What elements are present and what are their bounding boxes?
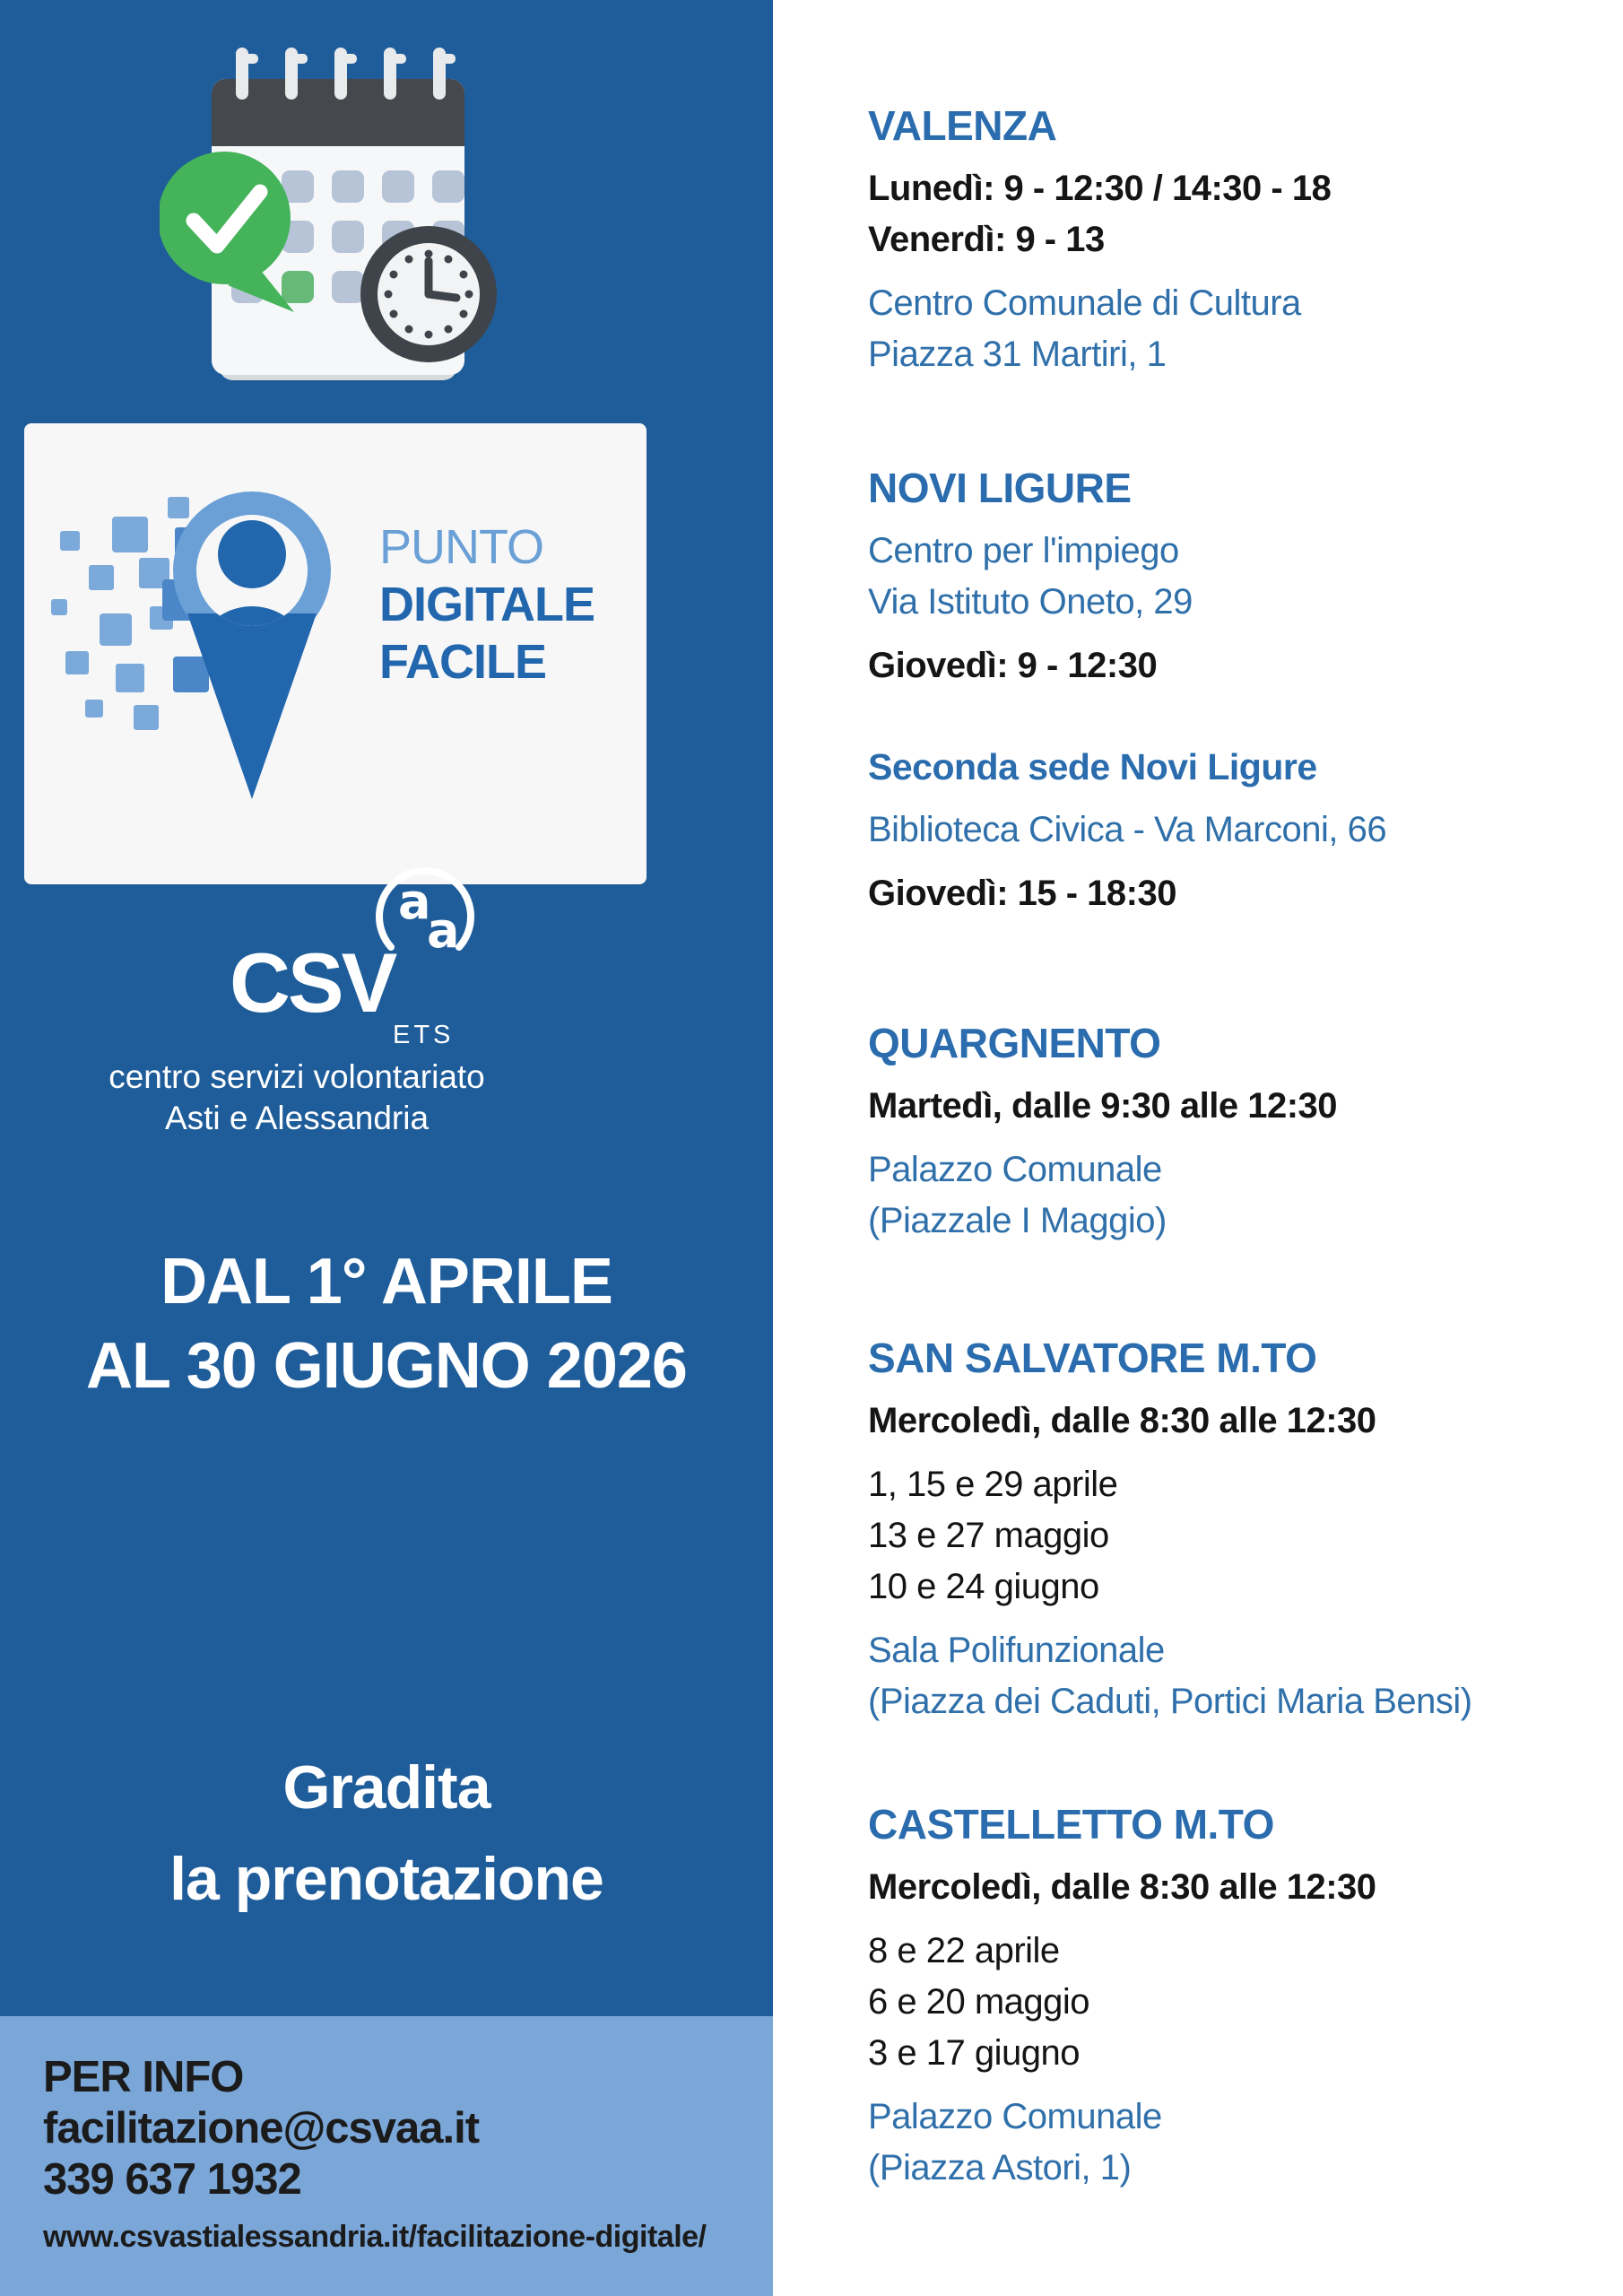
- schedule-line: 10 e 24 giugno: [868, 1567, 1099, 1606]
- schedule-line: (Piazza Astori, 1): [868, 2148, 1132, 2187]
- logo-word-facile: FACILE: [379, 635, 547, 689]
- schedule-line: Mercoledì, dalle 8:30 alle 12:30: [868, 1867, 1376, 1907]
- info-email: facilitazione@csvaa.it: [43, 2104, 480, 2152]
- info-website: www.csvastialessandria.it/facilitazione-digitale/: [43, 2220, 707, 2254]
- schedule-block: [868, 1862, 1596, 1913]
- logo-wordmark: [379, 518, 595, 691]
- schedule-line: Palazzo Comunale: [868, 2097, 1162, 2136]
- schedule-line: Sala Polifunzionale: [868, 1631, 1165, 1670]
- schedule-line: Martedì, dalle 9:30 alle 12:30: [868, 1086, 1338, 1126]
- calendar-check-clock-icon: [160, 32, 511, 387]
- schedule-line: (Piazza dei Caduti, Portici Maria Bensi): [868, 1682, 1472, 1721]
- sidebar: [0, 0, 773, 2296]
- location-section: [868, 1018, 1596, 1247]
- schedule-line: Giovedì: 9 - 12:30: [868, 646, 1158, 685]
- schedule-block: [868, 804, 1596, 856]
- schedule-block: [868, 868, 1596, 919]
- schedule-line: 3 e 17 giugno: [868, 2033, 1080, 2073]
- booking-note-line1: Gradita: [282, 1753, 490, 1822]
- location-heading: Seconda sede Novi Ligure: [868, 746, 1317, 787]
- schedule-block: [868, 2092, 1596, 2194]
- location-heading: QUARGNENTO: [868, 1020, 1161, 1066]
- main-content: [773, 0, 1623, 2296]
- schedule-block: [868, 526, 1596, 628]
- schedule-line: 6 e 20 maggio: [868, 1982, 1090, 2022]
- schedule-line: Giovedì: 15 - 18:30: [868, 874, 1176, 913]
- period-text: [0, 1239, 773, 1408]
- schedule-block: [868, 1459, 1596, 1613]
- info-panel: [43, 2052, 707, 2255]
- csv-subtitle-line1: centro servizi volontariato: [108, 1058, 485, 1095]
- schedule-line: Mercoledì, dalle 8:30 alle 12:30: [868, 1401, 1376, 1440]
- schedule-line: 8 e 22 aprile: [868, 1931, 1060, 1970]
- schedule-block: [868, 278, 1596, 380]
- csv-aa-emblem-icon: [371, 859, 481, 969]
- schedule-line: Via Istituto Oneto, 29: [868, 582, 1193, 622]
- schedule-line: 1, 15 e 29 aprile: [868, 1465, 1118, 1504]
- location-section: [868, 463, 1596, 691]
- booking-note: [0, 1742, 773, 1925]
- csv-ets-label: ETS: [393, 1021, 455, 1049]
- location-section: [868, 1799, 1596, 2194]
- csv-logo: [0, 852, 773, 1148]
- schedule-line: Centro per l'impiego: [868, 531, 1179, 570]
- schedule-block: [868, 1144, 1596, 1247]
- csv-acronym: CSV: [230, 935, 395, 1030]
- schedule-line: (Piazzale I Maggio): [868, 1201, 1167, 1240]
- location-heading: VALENZA: [868, 102, 1057, 149]
- schedule-line: Venerdì: 9 - 13: [868, 220, 1105, 259]
- location-section: [868, 1333, 1596, 1727]
- location-heading: NOVI LIGURE: [868, 465, 1132, 511]
- location-heading: CASTELLETTO M.TO: [868, 1801, 1274, 1848]
- schedule-line: 13 e 27 maggio: [868, 1516, 1109, 1555]
- schedule-line: Biblioteca Civica - Va Marconi, 66: [868, 810, 1387, 849]
- info-title: PER INFO: [43, 2053, 244, 2101]
- schedule-block: [868, 163, 1596, 265]
- schedule-line: Lunedì: 9 - 12:30 / 14:30 - 18: [868, 169, 1332, 208]
- period-line2: AL 30 GIUGNO 2026: [86, 1330, 687, 1402]
- svg-text:a: a: [427, 902, 460, 959]
- location-section: [868, 100, 1596, 380]
- svg-text:a: a: [398, 874, 431, 930]
- booking-note-line2: la prenotazione: [169, 1845, 603, 1913]
- schedule-block: [868, 1396, 1596, 1447]
- schedule-block: [868, 640, 1596, 691]
- locations-list: [773, 0, 1623, 2194]
- schedule-line: Centro Comunale di Cultura: [868, 283, 1301, 323]
- period-line1: DAL 1° APRILE: [161, 1246, 612, 1318]
- info-phone: 339 637 1932: [43, 2155, 301, 2204]
- logo-word-digitale: DIGITALE: [379, 578, 595, 631]
- schedule-block: [868, 1926, 1596, 2079]
- punto-digitale-facile-logo-card: [24, 423, 647, 884]
- schedule-line: Palazzo Comunale: [868, 1150, 1162, 1189]
- csv-subtitle-line2: Asti e Alessandria: [164, 1100, 430, 1136]
- location-heading: SAN SALVATORE M.TO: [868, 1335, 1317, 1381]
- clock-icon: [360, 226, 497, 362]
- location-section: [868, 742, 1596, 919]
- schedule-block: [868, 1081, 1596, 1132]
- schedule-line: Piazza 31 Martiri, 1: [868, 335, 1167, 374]
- logo-word-punto: PUNTO: [379, 520, 544, 574]
- digital-pin-logo-icon: [33, 472, 347, 877]
- schedule-block: [868, 1625, 1596, 1727]
